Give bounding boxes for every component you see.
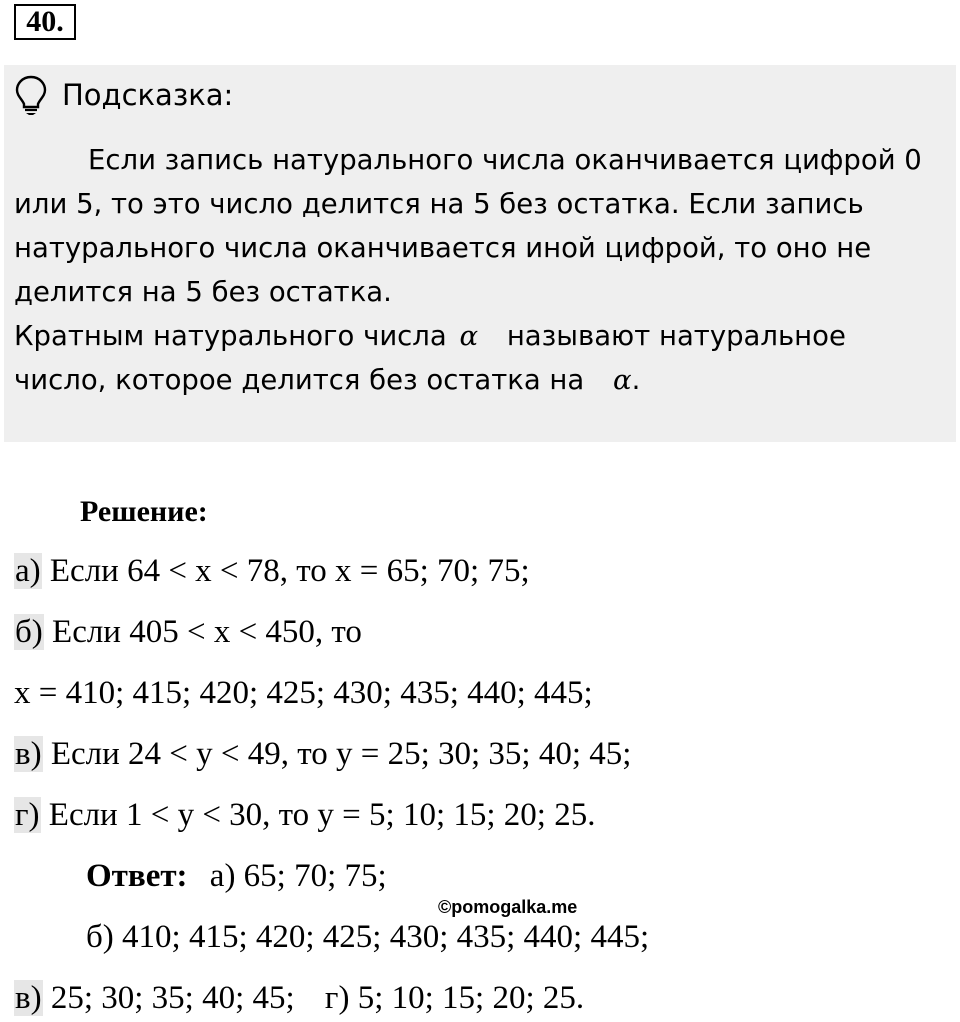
item-label-a: а) — [15, 553, 41, 589]
hint-multiple-line-2 — [14, 358, 640, 402]
solution-line-b-continued: x = 410; 415; 420; 425; 430; 435; 440; 445; — [14, 675, 593, 711]
item-label-c: в) — [15, 736, 42, 772]
solution-text-c: Если 24 < y < 49, то y = 25; 30; 35; 40; 45; — [50, 736, 632, 772]
solution-line-b — [14, 610, 362, 654]
answer-line-cd — [14, 976, 584, 1020]
hint-multiple-line-1 — [14, 314, 846, 358]
solution-text-b: Если 405 < x < 450, то — [52, 614, 362, 650]
solution-line-a — [14, 549, 530, 593]
solution-text-d: Если 1 < y < 30, то y = 5; 10; 15; 20; 25. — [48, 797, 596, 833]
solution-title: Решение: — [80, 495, 208, 528]
answer-label: Ответ: — [86, 858, 188, 894]
answer-label-c: в) — [15, 980, 42, 1016]
hint-multiple-post: называют натуральное — [506, 320, 846, 352]
lightbulb-icon — [14, 74, 48, 116]
hint-multiple-line2-pre: число, которое делится без остатка на — [14, 364, 585, 396]
hint-multiple-pre: Кратным натурального числа — [14, 320, 447, 352]
hint-line-2: или 5, то это число делится на 5 без остатка. Если запись — [14, 188, 864, 220]
answer-c: 25; 30; 35; 40; 45; — [50, 980, 295, 1016]
hint-line-4: делится на 5 без остатка. — [14, 276, 392, 308]
hint-line-1: Если запись натурального числа оканчивается цифрой 0 — [88, 144, 922, 176]
answer-a: а) 65; 70; 75; — [209, 858, 387, 894]
answer-d: г) 5; 10; 15; 20; 25. — [324, 980, 585, 1016]
hint-alpha-var-2: α — [613, 364, 632, 396]
solution-text-a: Если 64 < x < 78, то x = 65; 70; 75; — [49, 553, 530, 589]
item-label-b: б) — [15, 614, 43, 650]
hint-line-3: натурального числа оканчивается иной цифрой, то оно не — [14, 232, 872, 264]
answer-line-a — [86, 854, 387, 898]
hint-alpha-var: α — [459, 320, 479, 352]
solution-line-d — [14, 793, 595, 837]
solution-line-c — [14, 732, 631, 776]
item-label-d: г) — [15, 797, 40, 833]
watermark: ©pomogalka.me — [438, 897, 578, 917]
hint-multiple-line2-end: . — [631, 364, 641, 396]
hint-title: Подсказка: — [62, 78, 234, 112]
task-number: 40. — [14, 4, 76, 40]
answer-line-b: б) 410; 415; 420; 425; 430; 435; 440; 445; — [86, 919, 650, 955]
